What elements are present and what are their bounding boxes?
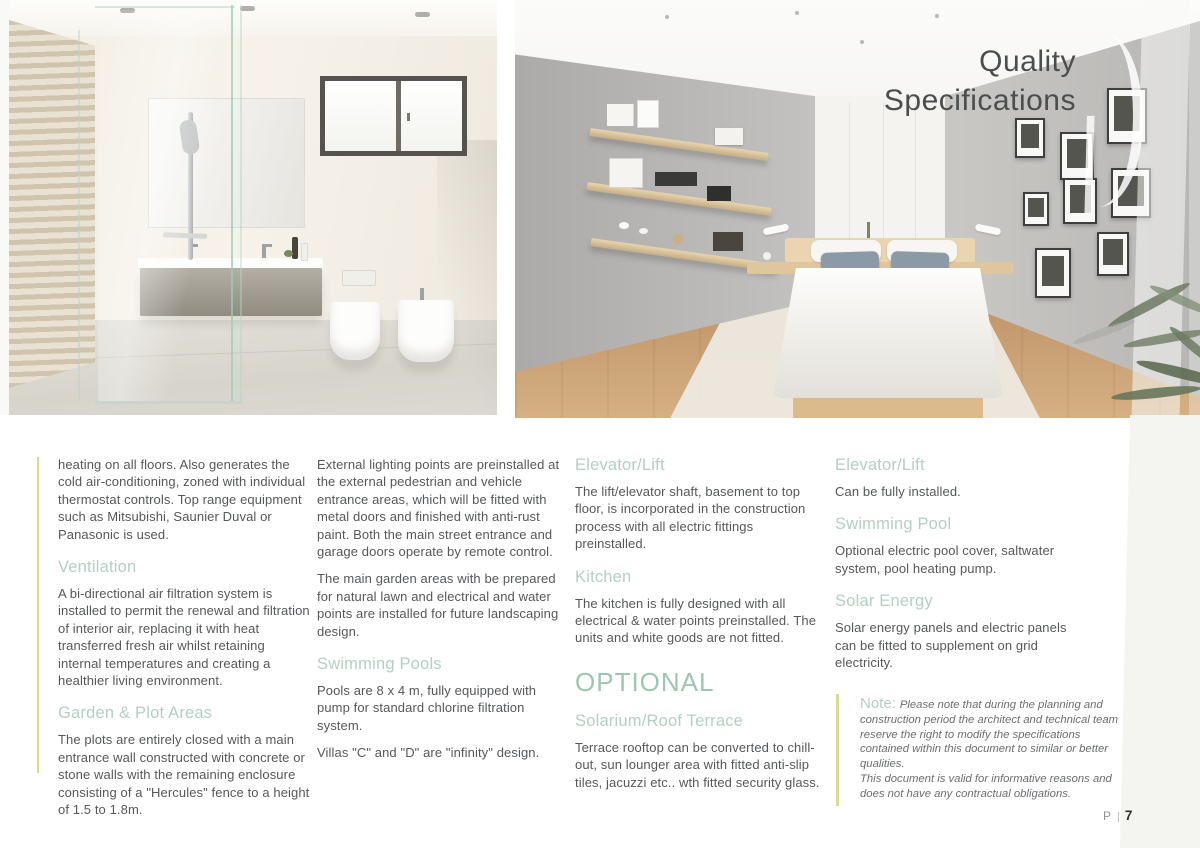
page-title xyxy=(884,42,1076,120)
accent-rule xyxy=(37,457,39,773)
picture-frame xyxy=(1015,118,1045,158)
wall-hung-toilet xyxy=(330,302,380,360)
paragraph: Optional electric pool cover, saltwater system, pool heating pump. xyxy=(835,543,1055,576)
section-heading-swimming-pools: Swimming Pools xyxy=(317,655,442,674)
section-heading-solar-energy: Solar Energy xyxy=(835,592,933,611)
wall-edge xyxy=(0,0,9,415)
page-number xyxy=(1103,808,1132,823)
vase-branch xyxy=(867,222,870,238)
bottle xyxy=(301,243,308,261)
page-number-value: 7 xyxy=(1124,808,1133,823)
shower-glass-edge xyxy=(240,5,242,401)
paragraph: The main garden areas with be prepared for natural lawn and electrical and water points are installed for future landscaping design. xyxy=(317,571,559,639)
paragraph: External lighting points are preinstalled at the external pedestrian and vehicle entrance areas, which will be fitted with metal doors and finished with anti-rust paint. Both the main street entrance and garage doors operate by remote control. xyxy=(317,457,560,560)
window-handle xyxy=(407,113,410,121)
section-heading-elevator-optional: Elevator/Lift xyxy=(835,456,925,474)
ceiling-light xyxy=(415,12,430,17)
page-title-line2: Specifications xyxy=(883,84,1076,117)
shelf-art-book xyxy=(609,158,643,188)
small-plant xyxy=(284,250,293,257)
section-heading-ventilation: Ventilation xyxy=(58,558,137,577)
section-heading-solarium: Solarium/Roof Terrace xyxy=(575,711,744,730)
flush-plate xyxy=(342,270,376,286)
glass-reflection xyxy=(98,10,228,402)
section-heading-garden: Garden & Plot Areas xyxy=(58,704,213,723)
paragraph: Pools are 8 x 4 m, fully equipped with pump for standard chlorine filtration system. xyxy=(317,683,537,733)
paragraph: Villas "C" and "D" are "infinity" design. xyxy=(317,745,540,761)
shower-glass-edge xyxy=(231,5,233,403)
bedroom-photo xyxy=(515,0,1200,418)
page-separator: | xyxy=(1117,811,1120,823)
note-box xyxy=(836,694,1122,806)
picture-frame xyxy=(1035,248,1071,298)
wall-shadow xyxy=(437,140,497,415)
bathroom-window xyxy=(320,76,467,156)
bird-figurine xyxy=(639,228,648,234)
note-text: Please note that during the planning and construction period the architect and technical team reserve the right to modify the specifications contained within this document to similar or better qualities. xyxy=(860,699,1119,771)
note-paragraph: This document is valid for informative reasons and does not have any contractual obligations. xyxy=(860,772,1112,800)
spec-column-3 xyxy=(575,454,827,801)
window-mullion xyxy=(396,81,401,151)
shower-glass-top xyxy=(95,6,235,8)
page-title-line1: Quality xyxy=(979,45,1076,78)
paragraph: Can be fully installed. xyxy=(835,484,961,499)
bottle xyxy=(292,237,298,259)
faucet xyxy=(262,244,266,258)
striped-tile-wall xyxy=(9,20,95,388)
paragraph: heating on all floors. Also generates the cold air-conditioning, zoned with individual thermostat controls. Top range equipment such as Mitsubishi, Saunier Duval or Panasonic is used. xyxy=(58,457,306,542)
note-paragraph xyxy=(860,697,1122,772)
spec-column-2 xyxy=(317,456,569,772)
shelf-dark-box xyxy=(707,186,731,201)
paragraph: The lift/elevator shaft, basement to top floor, is incorporated in the construction process with all electric fittings preinstalled. xyxy=(575,484,806,552)
spec-column-4 xyxy=(835,454,1087,681)
note-label: Note: xyxy=(860,695,896,712)
ceiling-spotlight xyxy=(860,40,864,44)
shelf-box xyxy=(715,128,743,145)
paragraph: Solar energy panels and electric panels can be fitted to supplement on grid electricity. xyxy=(835,620,1067,671)
paragraph: The kitchen is fully designed with all electrical & water points preinstalled. The units and white goods are not fitted. xyxy=(575,595,817,646)
page-prefix: P xyxy=(1103,809,1113,823)
bird-figurine xyxy=(619,222,629,229)
right-margin-band xyxy=(1120,415,1200,848)
picture-frame xyxy=(1097,232,1129,276)
shelf-speaker xyxy=(713,232,743,251)
section-heading-elevator: Elevator/Lift xyxy=(575,456,665,474)
shelf-books xyxy=(607,104,633,126)
section-heading-kitchen: Kitchen xyxy=(575,567,632,586)
shower-glass-edge xyxy=(78,30,80,400)
shelf-frame xyxy=(637,100,659,128)
paragraph: A bi-directional air filtration system is installed to permit the renewal and filtration of interior air, replacing it with heat transferred fresh air whilst retaining internal temperatures and creating a healthier living environment. xyxy=(58,586,310,689)
optional-heading: OPTIONAL xyxy=(575,666,715,697)
bathroom-photo xyxy=(0,0,497,415)
ceiling-light xyxy=(240,6,255,11)
shower-glass-base xyxy=(95,401,243,404)
woven-ball xyxy=(673,234,684,245)
paragraph: Terrace rooftop can be converted to chill-out, sun lounger area with fitted anti-slip tiles, jacuzzi etc.. wth fitted security glass. xyxy=(575,739,820,790)
ceiling-spotlight xyxy=(935,14,939,18)
paragraph: The plots are entirely closed with a main entrance wall constructed with concrete or stone walls with the remaining enclosure consisting of a "Hercules" fence to a height of 1.5 to 1.8m. xyxy=(58,732,310,818)
section-heading-swimming-pool-optional: Swimming Pool xyxy=(835,515,952,534)
ceiling-spotlight xyxy=(795,11,799,15)
shelf-dark-books xyxy=(655,172,697,186)
wall-hung-bidet xyxy=(398,300,454,362)
spec-column-1 xyxy=(58,456,310,829)
ceiling-spotlight xyxy=(665,15,669,19)
alarm-clock xyxy=(763,252,771,260)
bed-duvet xyxy=(773,268,1003,398)
picture-frame xyxy=(1023,192,1049,226)
